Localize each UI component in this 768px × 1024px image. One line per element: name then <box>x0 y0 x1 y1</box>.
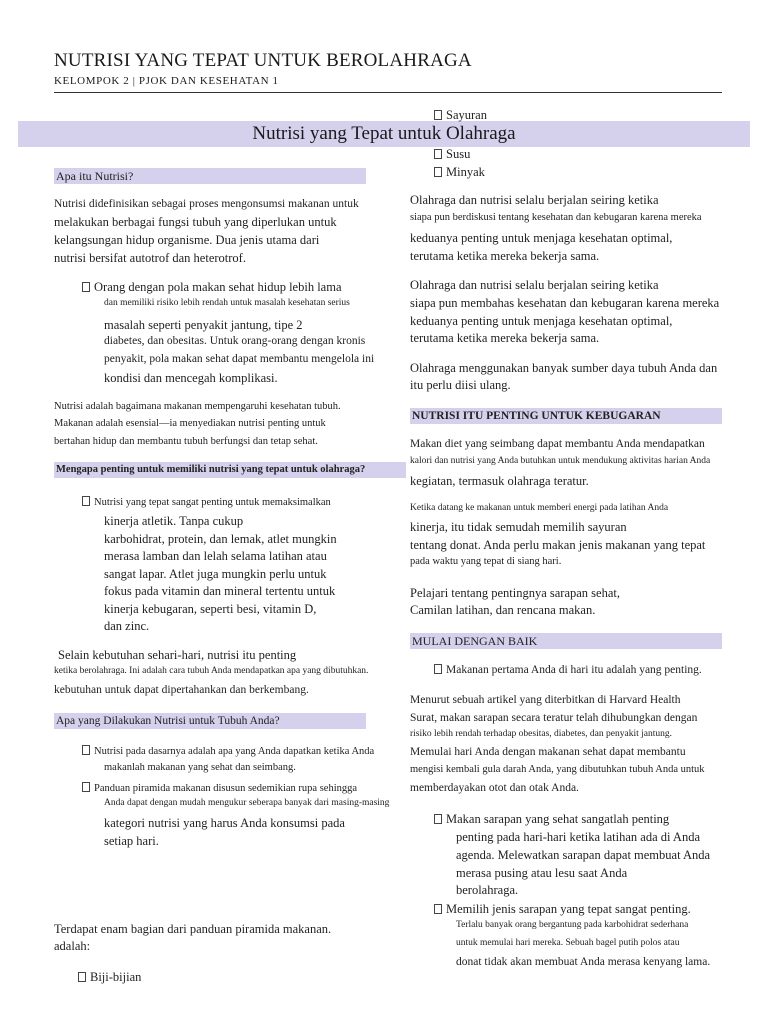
list-item: Susu <box>434 147 470 162</box>
bullet-line: kinerja atletik. Tanpa cukup <box>104 514 244 528</box>
checkbox-icon <box>434 110 442 120</box>
checkbox-icon <box>82 496 90 506</box>
bullet-line: donat tidak akan membuat Anda merasa kenyang lama. <box>456 956 711 968</box>
section-heading-apa-yang-dilakukan: Apa yang Dilakukan Nutrisi untuk Tubuh Anda? <box>54 713 366 729</box>
bullet-line: setiap hari. <box>104 834 159 848</box>
paragraph-line: Nutrisi adalah bagaimana makanan mempengaruhi kesehatan tubuh. <box>54 401 341 412</box>
document-subtitle: KELOMPOK 2 | PJOK DAN KESEHATAN 1 <box>54 75 279 87</box>
bullet-line: sangat lapar. Atlet juga mungkin perlu untuk <box>104 567 327 581</box>
paragraph-line: mengisi kembali gula darah Anda, yang dibutuhkan tubuh Anda untuk <box>410 764 705 775</box>
paragraph-line: Pelajari tentang pentingnya sarapan sehat, <box>410 586 620 600</box>
section-heading-nutrisi-penting: NUTRISI ITU PENTING UNTUK KEBUGARAN <box>410 408 722 424</box>
bullet-item: Makan sarapan yang sehat sangatlah penting <box>434 812 669 827</box>
section-heading-apa-itu-nutrisi: Apa itu Nutrisi? <box>54 168 366 184</box>
paragraph-line: Olahraga dan nutrisi selalu berjalan seiring ketika <box>410 278 659 292</box>
bullet-line: agenda. Melewatkan sarapan dapat membuat Anda <box>456 848 711 862</box>
paragraph-line: pada waktu yang tepat di siang hari. <box>410 556 562 567</box>
bullet-line: berolahraga. <box>456 883 519 897</box>
paragraph-line: Makan diet yang seimbang dapat membantu Anda mendapatkan <box>410 438 705 450</box>
bullet-item: Memilih jenis sarapan yang tepat sangat penting. <box>434 902 691 917</box>
paragraph-line: keduanya penting untuk menjaga kesehatan optimal, <box>410 231 673 245</box>
bullet-line: kinerja kebugaran, seperti besi, vitamin D, <box>104 602 317 616</box>
bullet-item: Makanan pertama Anda di hari itu adalah yang penting. <box>434 664 702 676</box>
paragraph-line: Olahraga dan nutrisi selalu berjalan seiring ketika <box>410 193 659 207</box>
bullet-item: Nutrisi pada dasarnya adalah apa yang Anda dapatkan ketika Anda <box>82 745 374 757</box>
bullet-line: penyakit, pola makan sehat dapat membantu mengelola ini <box>104 353 375 365</box>
paragraph-line: Camilan latihan, dan rencana makan. <box>410 603 596 617</box>
bullet-line: kondisi dan mencegah komplikasi. <box>104 371 278 385</box>
bullet-item: Nutrisi yang tepat sangat penting untuk memaksimalkan <box>82 496 331 508</box>
list-item: Sayuran <box>434 108 487 123</box>
paragraph-line: Menurut sebuah artikel yang diterbitkan di Harvard Health <box>410 694 681 706</box>
paragraph-line: tentang donat. Anda perlu makan jenis makanan yang tepat <box>410 538 706 552</box>
paragraph-line: keduanya penting untuk menjaga kesehatan optimal, <box>410 314 673 328</box>
paragraph-line: Nutrisi didefinisikan sebagai proses mengonsumsi makanan untuk <box>54 198 359 210</box>
bullet-line: fokus pada vitamin dan mineral tertentu untuk <box>104 584 336 598</box>
checkbox-icon <box>78 972 86 982</box>
bullet-line: masalah seperti penyakit jantung, tipe 2 <box>104 318 303 332</box>
paragraph-line: Surat, makan sarapan secara teratur telah dihubungkan dengan <box>410 712 698 724</box>
checkbox-icon <box>434 814 442 824</box>
paragraph-line: nutrisi bersifat autotrof dan heterotrof. <box>54 251 246 265</box>
checkbox-icon <box>434 167 442 177</box>
paragraph-line: siapa pun membahas kesehatan dan kebugaran karena mereka <box>410 296 720 310</box>
paragraph-line: risiko lebih rendah terhadap obesitas, diabetes, dan penyakit jantung. <box>410 729 672 739</box>
bullet-line: penting pada hari-hari ketika latihan ada di Anda <box>456 830 701 844</box>
banner-title: Nutrisi yang Tepat untuk Olahraga <box>18 121 750 147</box>
paragraph-line: memberdayakan otot dan otak Anda. <box>410 782 579 794</box>
paragraph-line: terutama ketika mereka bekerja sama. <box>410 249 600 263</box>
checkbox-icon <box>434 149 442 159</box>
paragraph-line: kelangsungan hidup organisme. Dua jenis utama dari <box>54 233 320 247</box>
bullet-line: Terlalu banyak orang bergantung pada karbohidrat sederhana <box>456 920 689 930</box>
bullet-line: untuk memulai hari mereka. Sebuah bagel putih polos atau <box>456 938 680 948</box>
bullet-line: kategori nutrisi yang harus Anda konsumsi pada <box>104 816 345 830</box>
checkbox-icon <box>82 745 90 755</box>
paragraph-line: kebutuhan untuk dapat dipertahankan dan berkembang. <box>54 684 309 696</box>
header-rule <box>54 92 722 93</box>
list-item: Minyak <box>434 165 485 180</box>
section-heading-mengapa-penting: Mengapa penting untuk memiliki nutrisi yang tepat untuk olahraga? <box>54 462 406 478</box>
bullet-item: Panduan piramida makanan disusun sedemikian rupa sehingga <box>82 782 357 794</box>
paragraph-line: melakukan berbagai fungsi tubuh yang diperlukan untuk <box>54 215 337 229</box>
bullet-line: dan memiliki risiko lebih rendah untuk masalah kesehatan serius <box>104 298 350 308</box>
paragraph-line: siapa pun berdiskusi tentang kesehatan dan kebugaran karena mereka <box>410 212 702 223</box>
paragraph-line: ketika berolahraga. Ini adalah cara tubuh Anda mendapatkan apa yang dibutuhkan. <box>54 666 369 676</box>
checkbox-icon <box>82 782 90 792</box>
bullet-line: merasa pusing atau lesu saat Anda <box>456 866 628 880</box>
paragraph-line: Terdapat enam bagian dari panduan piramida makanan. <box>54 922 332 936</box>
paragraph-line: bertahan hidup dan membantu tubuh berfungsi dan tetap sehat. <box>54 436 318 447</box>
paragraph-line: kegiatan, termasuk olahraga teratur. <box>410 474 589 488</box>
paragraph-line: Makanan adalah esensial—ia menyediakan nutrisi penting untuk <box>54 418 326 429</box>
bullet-line: merasa lamban dan lelah selama latihan atau <box>104 549 327 563</box>
paragraph-line: Ketika datang ke makanan untuk memberi energi pada latihan Anda <box>410 503 669 513</box>
paragraph-line: itu perlu diisi ulang. <box>410 378 511 392</box>
bullet-line: diabetes, dan obesitas. Untuk orang-orang dengan kronis <box>104 335 366 347</box>
document-title: NUTRISI YANG TEPAT UNTUK BEROLAHRAGA <box>54 50 472 71</box>
section-heading-mulai-dengan-baik: MULAI DENGAN BAIK <box>410 633 722 649</box>
bullet-line: makanlah makanan yang sehat dan seimbang. <box>104 762 296 773</box>
checkbox-icon <box>434 904 442 914</box>
paragraph-line: Memulai hari Anda dengan makanan sehat dapat membantu <box>410 746 686 758</box>
paragraph-line: adalah: <box>54 939 91 953</box>
paragraph-line: terutama ketika mereka bekerja sama. <box>410 331 600 345</box>
paragraph-line: kalori dan nutrisi yang Anda butuhkan untuk mendukung aktivitas harian Anda <box>410 456 711 466</box>
checkbox-icon <box>434 664 442 674</box>
paragraph-line: Olahraga menggunakan banyak sumber daya tubuh Anda dan <box>410 361 718 375</box>
list-item: Biji-bijian <box>78 970 141 985</box>
paragraph-line: kinerja, itu tidak semudah memilih sayuran <box>410 520 627 534</box>
bullet-line: karbohidrat, protein, dan lemak, atlet mungkin <box>104 532 337 546</box>
checkbox-icon <box>82 282 90 292</box>
bullet-item: Orang dengan pola makan sehat hidup lebih lama <box>82 280 342 295</box>
paragraph-line: Selain kebutuhan sehari-hari, nutrisi itu penting <box>58 648 297 662</box>
bullet-line: Anda dapat dengan mudah mengukur seberapa banyak dari masing-masing <box>104 798 390 808</box>
bullet-line: dan zinc. <box>104 619 150 633</box>
